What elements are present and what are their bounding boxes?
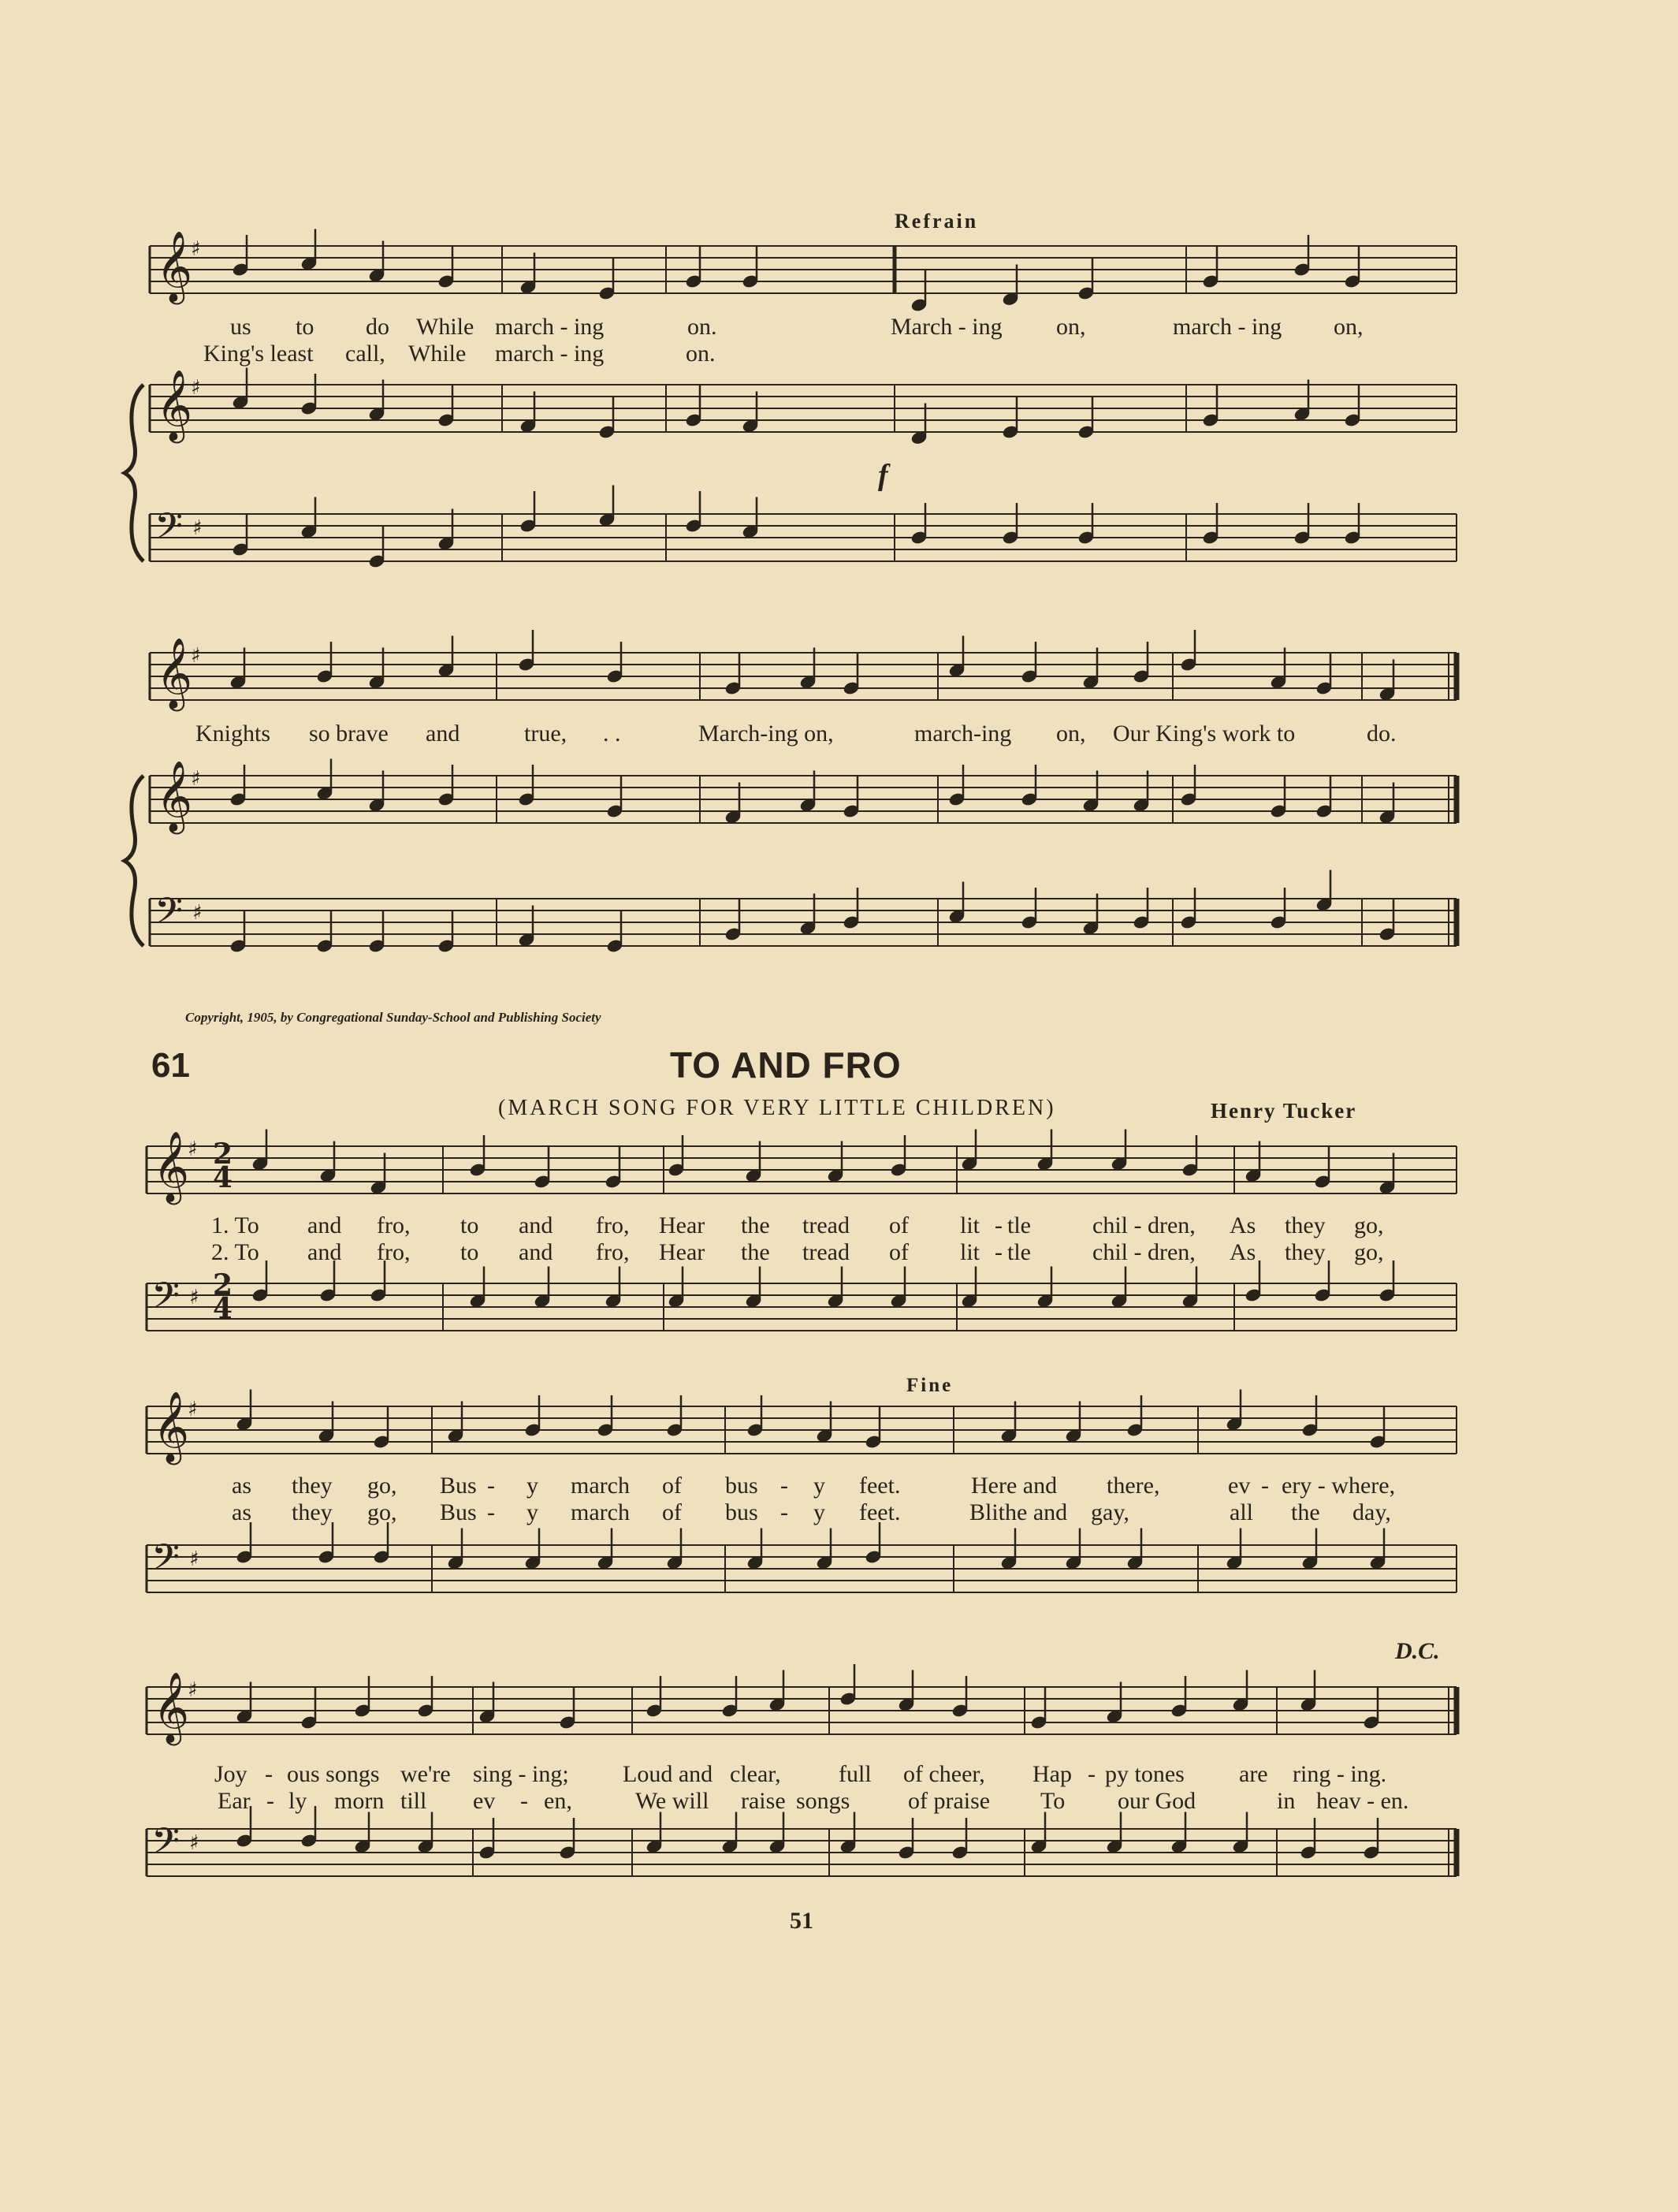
lyric: 2. To	[211, 1239, 259, 1265]
lyric: of cheer,	[903, 1761, 985, 1787]
system-brace	[125, 385, 143, 561]
lyric: there,	[1107, 1473, 1160, 1499]
lyric: chil - dren,	[1092, 1212, 1196, 1238]
lyric: to	[460, 1239, 479, 1265]
sharp-key-signature: ♯	[188, 1678, 198, 1702]
lyric: so brave	[309, 721, 389, 747]
sharp-key-signature: ♯	[192, 901, 203, 925]
lyric: ly	[288, 1788, 307, 1814]
lyric: march - ing	[1173, 314, 1282, 340]
lyric: march - ing	[495, 314, 605, 340]
lyric: tread	[802, 1239, 850, 1265]
lyric: March-ing on,	[698, 721, 834, 747]
lyric: To	[1040, 1788, 1066, 1814]
dynamic-marking: f	[878, 459, 888, 492]
lyric: they	[292, 1473, 333, 1499]
lyric: and	[519, 1212, 553, 1238]
lyric: clear,	[730, 1761, 781, 1787]
sharp-key-signature: ♯	[191, 767, 201, 791]
dc-marking: D.C.	[1395, 1638, 1440, 1664]
lyric: as	[232, 1473, 251, 1499]
lyric: as	[232, 1499, 251, 1525]
page-number: 51	[790, 1908, 813, 1934]
lyric: in	[1277, 1788, 1296, 1814]
lyric: Our King's work to	[1113, 721, 1296, 747]
lyric: fro,	[377, 1239, 411, 1265]
time-signature-top: 2	[213, 1268, 233, 1302]
lyric: morn	[334, 1788, 385, 1814]
lyric: y	[813, 1473, 825, 1499]
lyric: they	[292, 1499, 333, 1525]
lyric: ring - ing.	[1293, 1761, 1387, 1787]
lyric: the	[1291, 1499, 1320, 1525]
lyric: true,	[524, 721, 567, 747]
hymn-subtitle: (MARCH SONG FOR VERY LITTLE CHILDREN)	[498, 1096, 1056, 1120]
lyric: lit	[960, 1239, 980, 1265]
lyric: to	[460, 1212, 479, 1238]
lyric: tread	[802, 1212, 850, 1238]
lyric: they	[1285, 1239, 1326, 1265]
treble-clef: 𝄞	[153, 1672, 190, 1743]
sharp-key-signature: ♯	[189, 1547, 199, 1571]
lyric: and	[519, 1239, 553, 1265]
lyric: on.	[687, 314, 717, 340]
lyric: -	[995, 1239, 1003, 1265]
lyric: on,	[1056, 721, 1086, 747]
sharp-key-signature: ♯	[191, 376, 201, 400]
treble-clef: 𝄞	[153, 1391, 190, 1462]
lyric: -	[520, 1788, 528, 1814]
lyric: While	[416, 314, 474, 340]
lyric: of	[889, 1212, 909, 1238]
lyric: -	[266, 1788, 274, 1814]
lyric: As	[1230, 1212, 1256, 1238]
lyric: y	[526, 1473, 538, 1499]
sharp-key-signature: ♯	[191, 237, 201, 261]
lyric: tle	[1007, 1239, 1031, 1265]
lyric: we're	[400, 1761, 451, 1787]
lyric: on,	[1056, 314, 1086, 340]
lyric: songs	[796, 1788, 850, 1814]
lyric: We will	[635, 1788, 709, 1814]
lyric: march	[571, 1499, 630, 1525]
lyric: y	[526, 1499, 538, 1525]
time-signature-top: 2	[213, 1138, 233, 1171]
bass-clef: 𝄢	[154, 505, 184, 557]
lyric: -	[1088, 1761, 1096, 1787]
lyric: till	[400, 1788, 427, 1814]
bass-clef: 𝄢	[154, 890, 184, 941]
fine-marking: Fine	[906, 1375, 954, 1396]
lyric: lit	[960, 1212, 980, 1238]
lyric: Joy	[214, 1761, 247, 1787]
sharp-key-signature: ♯	[191, 644, 201, 668]
lyric: on,	[1334, 314, 1364, 340]
lyric: chil - dren,	[1092, 1239, 1196, 1265]
lyric: Hap	[1032, 1761, 1072, 1787]
lyric: go,	[1354, 1212, 1384, 1238]
copyright-notice: Copyright, 1905, by Congregational Sunday-School and Publishing Society	[185, 1010, 601, 1025]
lyric: tle	[1007, 1212, 1031, 1238]
lyric: of	[662, 1499, 682, 1525]
lyric: of	[662, 1473, 682, 1499]
lyric: of	[889, 1239, 909, 1265]
lyric: heav - en.	[1316, 1788, 1409, 1814]
hymn-title: TO AND FRO	[670, 1045, 902, 1086]
lyric: . .	[603, 721, 621, 747]
lyric: Bus	[440, 1473, 477, 1499]
lyric: feet.	[859, 1473, 901, 1499]
bass-clef: 𝄢	[151, 1820, 180, 1871]
lyric: march-ing	[914, 721, 1012, 747]
lyric: py tones	[1105, 1761, 1185, 1787]
lyric: fro,	[596, 1212, 630, 1238]
lyric: y	[813, 1499, 825, 1525]
lyric: and	[307, 1212, 342, 1238]
lyric: bus	[725, 1473, 758, 1499]
lyric: us	[230, 314, 251, 340]
lyric: ev	[1228, 1473, 1251, 1499]
lyric: -	[995, 1212, 1003, 1238]
lyric: sing - ing;	[473, 1761, 569, 1787]
lyric: en,	[544, 1788, 572, 1814]
treble-clef: 𝄞	[153, 1131, 190, 1202]
lyric: 1. To	[211, 1212, 259, 1238]
lyric: Bus	[440, 1499, 477, 1525]
lyric: Here and	[971, 1473, 1058, 1499]
lyric: on.	[686, 341, 716, 367]
lyric: and	[307, 1239, 342, 1265]
lyric: -	[1261, 1473, 1269, 1499]
lyric: Hear	[659, 1212, 705, 1238]
lyric: -	[487, 1473, 495, 1499]
lyric: go,	[1354, 1239, 1384, 1265]
bass-clef: 𝄢	[151, 1275, 180, 1326]
lyric: all	[1230, 1499, 1253, 1525]
lyric: -	[780, 1499, 788, 1525]
lyric: As	[1230, 1239, 1256, 1265]
lyric: fro,	[596, 1239, 630, 1265]
lyric: call,	[345, 341, 385, 367]
lyric: March - ing	[891, 314, 1003, 340]
lyric: day,	[1352, 1499, 1391, 1525]
lyric: Knights	[195, 721, 271, 747]
lyric: full	[839, 1761, 872, 1787]
lyric: do	[366, 314, 389, 340]
lyric: march	[571, 1473, 630, 1499]
lyric: ery - where,	[1282, 1473, 1396, 1499]
lyric: and	[426, 721, 460, 747]
lyric: While	[408, 341, 467, 367]
lyric: King's least	[203, 341, 314, 367]
lyric: do.	[1367, 721, 1397, 747]
lyric: -	[487, 1499, 495, 1525]
sharp-key-signature: ♯	[188, 1398, 198, 1421]
lyric: the	[741, 1212, 770, 1238]
sharp-key-signature: ♯	[192, 516, 203, 540]
treble-clef: 𝄞	[156, 370, 193, 441]
time-signature-bottom: 4	[213, 1292, 233, 1325]
lyric: -	[780, 1473, 788, 1499]
bass-clef: 𝄢	[151, 1536, 180, 1588]
sharp-key-signature: ♯	[188, 1138, 198, 1161]
refrain-label: Refrain	[895, 210, 979, 233]
lyric: go,	[367, 1499, 397, 1525]
lyric: -	[265, 1761, 273, 1787]
lyric: the	[741, 1239, 770, 1265]
lyric: Ear	[218, 1788, 251, 1814]
lyric: raise	[741, 1788, 786, 1814]
hymn-number: 61	[151, 1046, 190, 1085]
lyric: bus	[725, 1499, 758, 1525]
lyric: feet.	[859, 1499, 901, 1525]
lyric: ev	[473, 1788, 496, 1814]
lyric: gay,	[1091, 1499, 1129, 1525]
treble-clef: 𝄞	[156, 638, 193, 709]
lyric: go,	[367, 1473, 397, 1499]
system-brace	[125, 776, 143, 946]
time-signature-bottom: 4	[213, 1161, 233, 1194]
lyric: fro,	[377, 1212, 411, 1238]
sharp-key-signature: ♯	[189, 1831, 199, 1855]
lyric: ous songs	[287, 1761, 380, 1787]
treble-clef: 𝄞	[156, 761, 193, 832]
lyric: of praise	[908, 1788, 991, 1814]
treble-clef: 𝄞	[156, 231, 193, 302]
lyric: our God	[1118, 1788, 1196, 1814]
lyric: Loud and	[623, 1761, 713, 1787]
lyric: march - ing	[495, 341, 605, 367]
lyric: Blithe and	[969, 1499, 1068, 1525]
lyric: to	[296, 314, 314, 340]
sharp-key-signature: ♯	[189, 1286, 199, 1309]
composer: Henry Tucker	[1211, 1099, 1357, 1123]
lyric: are	[1239, 1761, 1268, 1787]
lyric: Hear	[659, 1239, 705, 1265]
lyric: they	[1285, 1212, 1326, 1238]
